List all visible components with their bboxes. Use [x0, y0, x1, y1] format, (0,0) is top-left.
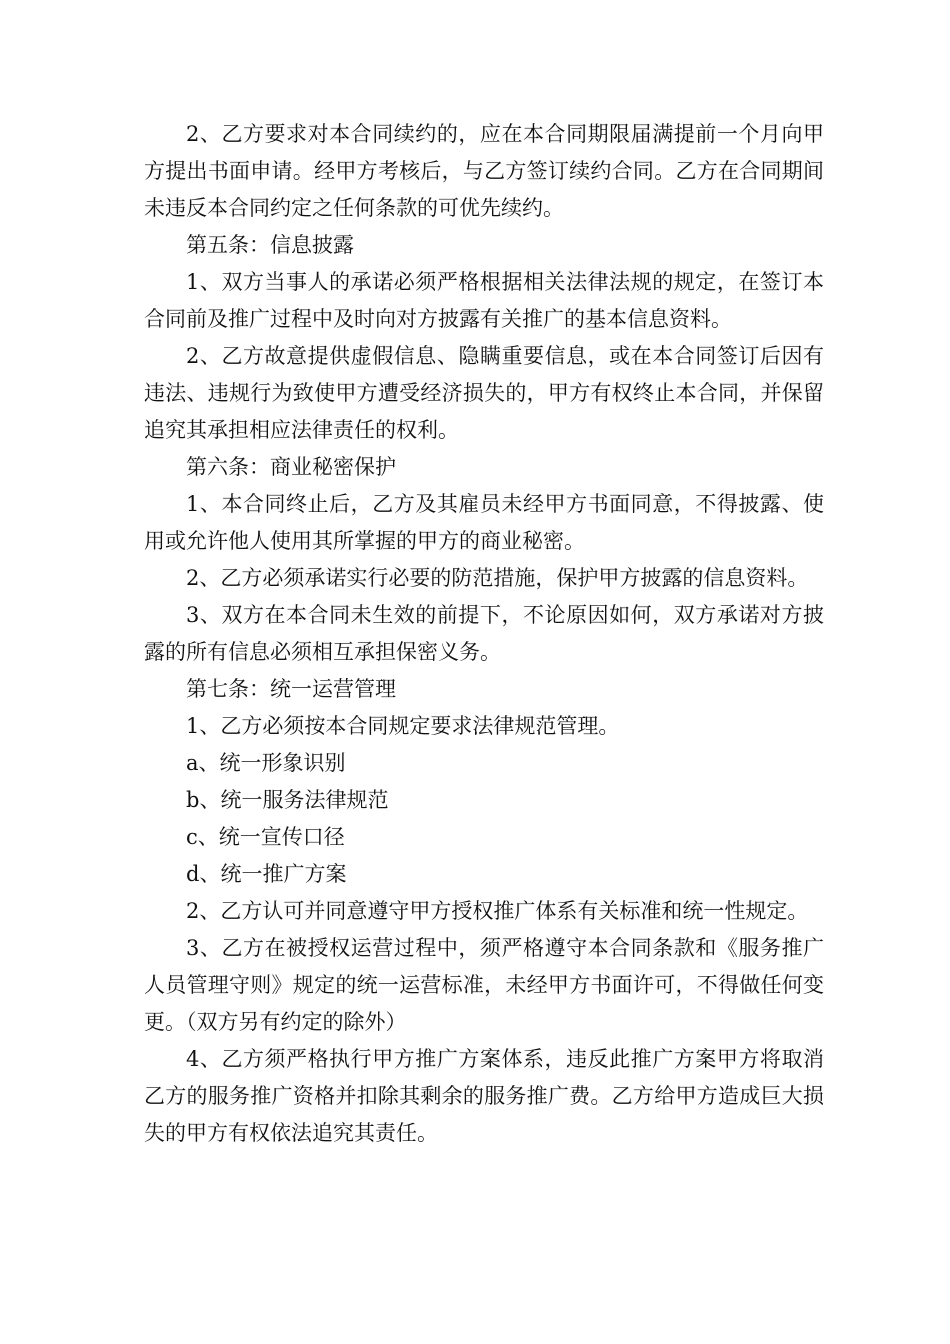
paragraph-article-6-item-1: 1、本合同终止后，乙方及其雇员未经甲方书面同意，不得披露、使用或允许他人使用其所掌握的甲方的商业秘密。 — [144, 492, 824, 553]
heading-article-7: 第七条：统一运营管理 — [186, 677, 396, 701]
document-body — [144, 116, 824, 1152]
list-item-d: d、统一推广方案 — [186, 862, 347, 886]
paragraph-article-6-item-2: 2、乙方必须承诺实行必要的防范措施，保护甲方披露的信息资料。 — [186, 566, 809, 590]
paragraph-article-5-item-2: 2、乙方故意提供虚假信息、隐瞒重要信息，或在本合同签订后因有违法、违规行为致使甲方遭受经济损失的，甲方有权终止本合同，并保留追究其承担相应法律责任的权利。 — [144, 344, 824, 442]
paragraph-article-7-item-4: 4、乙方须严格执行甲方推广方案体系，违反此推广方案甲方将取消乙方的服务推广资格并扣除其剩余的服务推广费。乙方给甲方造成巨大损失的甲方有权依法追究其责任。 — [144, 1047, 824, 1145]
heading-article-6: 第六条：商业秘密保护 — [186, 455, 396, 479]
paragraph-renewal-clause-2: 2、乙方要求对本合同续约的，应在本合同期限届满提前一个月向甲方提出书面申请。经甲方考核后，与乙方签订续约合同。乙方在合同期间未违反本合同约定之任何条款的可优先续约。 — [144, 122, 824, 220]
heading-article-5: 第五条：信息披露 — [186, 233, 354, 257]
paragraph-article-7-item-1: 1、乙方必须按本合同规定要求法律规范管理。 — [186, 714, 620, 738]
paragraph-article-5-item-1: 1、双方当事人的承诺必须严格根据相关法律法规的规定，在签订本合同前及推广过程中及时向对方披露有关推广的基本信息资料。 — [144, 270, 824, 331]
paragraph-article-7-item-2: 2、乙方认可并同意遵守甲方授权推广体系有关标准和统一性规定。 — [186, 899, 809, 923]
list-item-c: c、统一宣传口径 — [186, 825, 345, 849]
paragraph-article-6-item-3: 3、双方在本合同未生效的前提下，不论原因如何，双方承诺对方披露的所有信息必须相互承担保密义务。 — [144, 603, 824, 664]
list-item-a: a、统一形象识别 — [186, 751, 346, 775]
paragraph-article-7-item-3: 3、乙方在被授权运营过程中，须严格遵守本合同条款和《服务推广人员管理守则》规定的统一运营标准，未经甲方书面许可，不得做任何变更。（双方另有约定的除外） — [144, 936, 824, 1034]
list-item-b: b、统一服务法律规范 — [186, 788, 389, 812]
